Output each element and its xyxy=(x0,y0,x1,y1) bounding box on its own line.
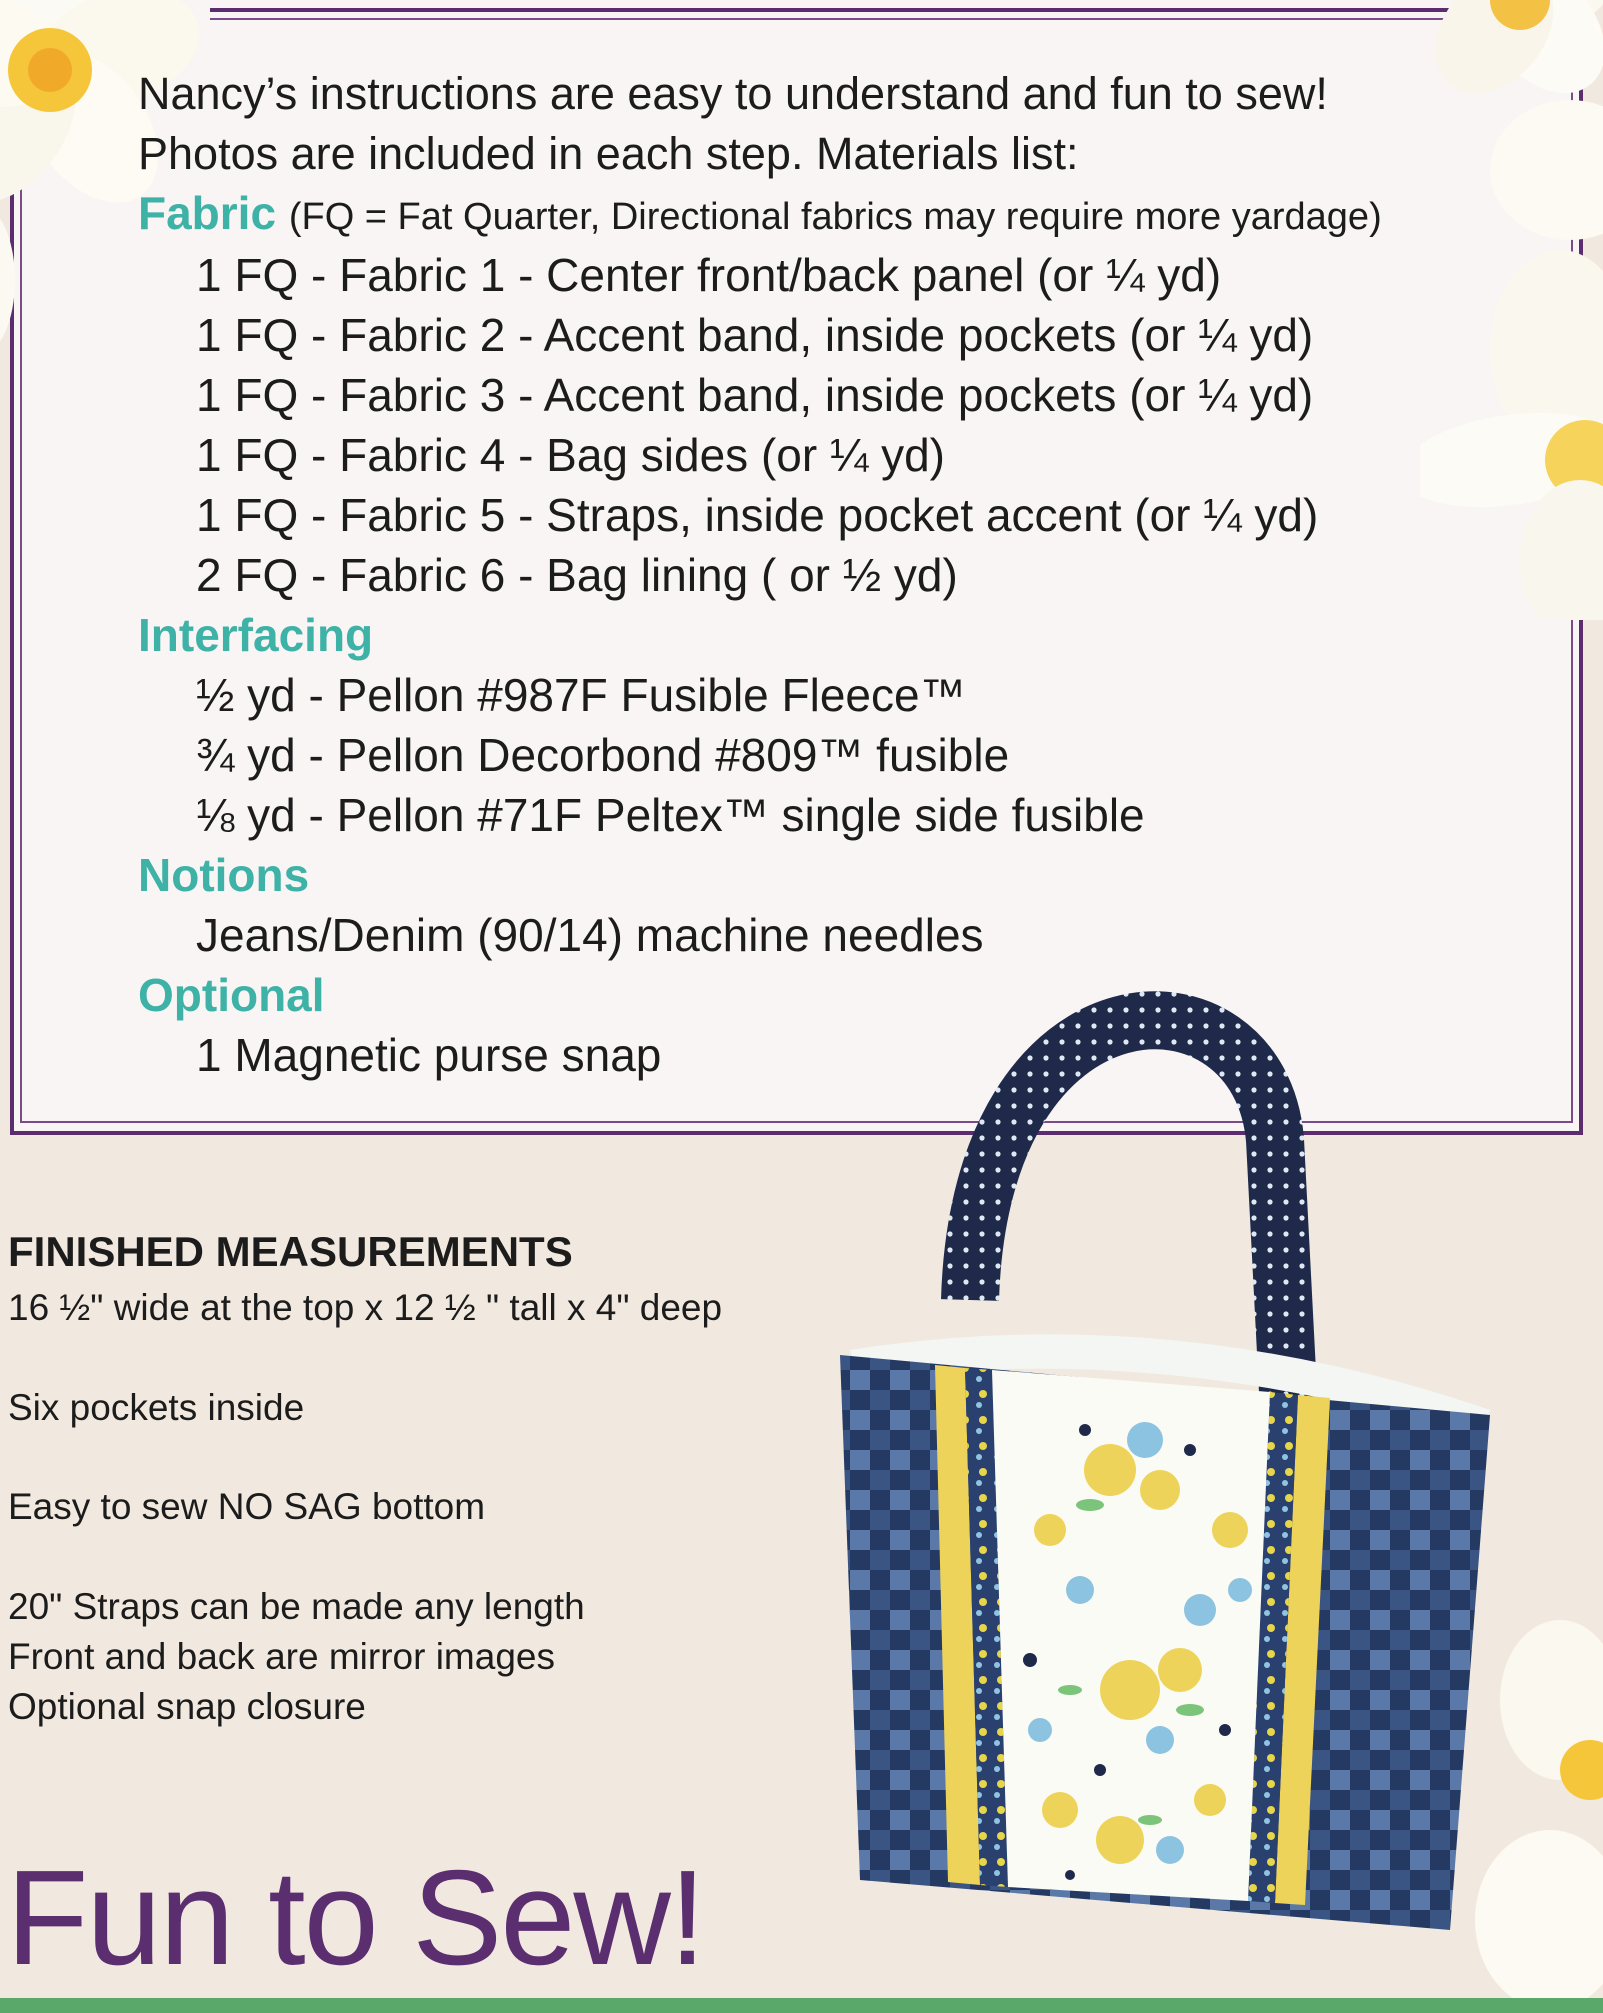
interfacing-item: ⅛ yd - Pellon #71F Peltex™ single side fusible xyxy=(196,789,1145,841)
notions-item: Jeans/Denim (90/14) machine needles xyxy=(196,909,984,961)
finished-line: Easy to sew NO SAG bottom xyxy=(8,1486,486,1527)
bottom-color-strip xyxy=(0,1998,1603,2013)
fabric-item: 1 FQ - Fabric 4 - Bag sides (or ¼ yd) xyxy=(196,429,946,481)
finished-line: 16 ½" wide at the top x 12 ½ " tall x 4" deep xyxy=(8,1287,723,1328)
interfacing-item: ½ yd - Pellon #987F Fusible Fleece™ xyxy=(196,669,966,721)
finished-line: Optional snap closure xyxy=(8,1686,366,1727)
intro-line-2: Photos are included in each step. Materials list: xyxy=(138,128,1079,179)
slogan-text: Fun to Sew! xyxy=(6,1842,705,1993)
optional-item: 1 Magnetic purse snap xyxy=(196,1029,662,1081)
finished-measurements-title: FINISHED MEASUREMENTS xyxy=(8,1228,573,1275)
intro-line-1: Nancy’s instructions are easy to understand and fun to sew! xyxy=(138,68,1328,119)
fabric-heading xyxy=(138,186,1382,240)
interfacing-item: ¾ yd - Pellon Decorbond #809™ fusible xyxy=(196,729,1010,781)
plumeria-flower-icon xyxy=(0,200,40,360)
fabric-note: (FQ = Fat Quarter, Directional fabrics may require more yardage) xyxy=(288,196,1382,238)
fabric-item: 1 FQ - Fabric 5 - Straps, inside pocket accent (or ¼ yd) xyxy=(196,489,1319,541)
finished-line: Six pockets inside xyxy=(8,1387,305,1428)
fabric-item: 2 FQ - Fabric 6 - Bag lining ( or ½ yd) xyxy=(196,549,958,601)
fabric-item: 1 FQ - Fabric 1 - Center front/back panel (or ¼ yd) xyxy=(196,249,1222,301)
fabric-heading-label: Fabric xyxy=(138,187,277,239)
finished-line: Front and back are mirror images xyxy=(8,1636,555,1677)
interfacing-heading: Interfacing xyxy=(138,609,374,661)
optional-heading: Optional xyxy=(138,969,325,1021)
tote-bag-image xyxy=(830,970,1505,1990)
plumeria-flower-icon xyxy=(1420,60,1603,620)
finished-line: 20" Straps can be made any length xyxy=(8,1586,585,1627)
fabric-item: 1 FQ - Fabric 2 - Accent band, inside pockets (or ¼ yd) xyxy=(196,309,1314,361)
fabric-item: 1 FQ - Fabric 3 - Accent band, inside pockets (or ¼ yd) xyxy=(196,369,1314,421)
notions-heading: Notions xyxy=(138,849,310,901)
